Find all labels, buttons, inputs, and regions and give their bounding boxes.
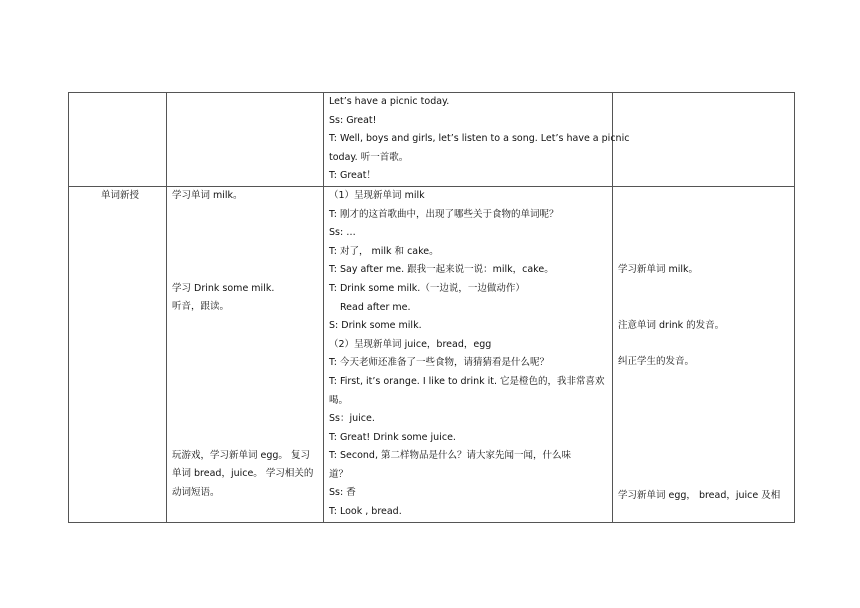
text-line: （1）呈现新单词 milk xyxy=(329,189,425,201)
text-line: 单词 bread，juice。 学习相关的 xyxy=(172,468,314,480)
text-line: T: 今天老师还准备了一些食物，请猜猜看是什么呢？ xyxy=(329,357,549,369)
teacher-activity-cell xyxy=(324,186,613,522)
text-line: 道？ xyxy=(329,468,349,480)
stage-cell xyxy=(69,93,167,187)
text-line: T: 刚才的这首歌曲中，出现了哪些关于食物的单词呢？ xyxy=(329,208,559,220)
text-line: （2）呈现新单词 juice，bread，egg xyxy=(329,338,492,350)
student-activity-cell xyxy=(167,186,324,522)
text-line: T: Drink some milk.（一边说，一边做动作） xyxy=(329,282,525,294)
student-activity-cell xyxy=(167,93,324,187)
text-line: T: Say after me. 跟我一起来说一说：milk，cake。 xyxy=(329,264,554,276)
text-line: 动词短语。 xyxy=(172,486,220,498)
text-line: T: Look , bread. xyxy=(329,506,402,518)
text-line: T: Second, 第二样物品是什么？请大家先闻一闻，什么味 xyxy=(329,450,571,462)
text-line: Ss: Great! xyxy=(329,114,377,126)
text-line: Let’s have a picnic today. xyxy=(329,96,450,107)
text-line: Ss：juice. xyxy=(329,413,375,425)
text-line: 学习 Drink some milk. xyxy=(172,282,275,294)
text-line: 学习新单词 egg， bread，juice 及相 xyxy=(618,489,781,501)
table-row xyxy=(69,93,795,187)
text-line: 注意单词 drink 的发音。 xyxy=(618,319,725,331)
text-line: Ss: 香 xyxy=(329,487,356,499)
text-line: today. 听一首歌。 xyxy=(329,151,409,163)
text-line: T: Great！ xyxy=(329,170,376,182)
text-line: S: Drink some milk. xyxy=(329,320,422,332)
stage-label: 单词新授 xyxy=(100,189,139,201)
design-intent-cell xyxy=(613,186,795,522)
text-line: Ss: … xyxy=(329,227,356,239)
text-line: 听音，跟读。 xyxy=(172,301,230,313)
text-line: 玩游戏，学习新单词 egg。 复习 xyxy=(172,449,310,461)
design-intent-cell xyxy=(613,93,795,187)
lesson-plan-table xyxy=(68,92,795,523)
table-row xyxy=(69,186,795,522)
text-line: T: First, it’s orange. I like to drink it. 它是橙色的，我非常喜欢 xyxy=(329,375,605,387)
text-line: T: Great! Drink some juice. xyxy=(329,431,456,443)
text-line: 纠正学生的发音。 xyxy=(618,356,695,368)
text-line: T: Well, boys and girls, let’s listen to a song. Let’s have a picnic xyxy=(329,133,630,145)
text-line: T: 对了， milk 和 cake。 xyxy=(329,245,439,257)
text-line: Read after me. xyxy=(340,301,411,313)
stage-cell xyxy=(69,186,167,522)
text-line: 学习新单词 milk。 xyxy=(618,263,699,275)
teacher-activity-cell xyxy=(324,93,630,187)
text-line: 学习单词 milk。 xyxy=(172,189,243,201)
text-line: 喝。 xyxy=(329,394,349,406)
